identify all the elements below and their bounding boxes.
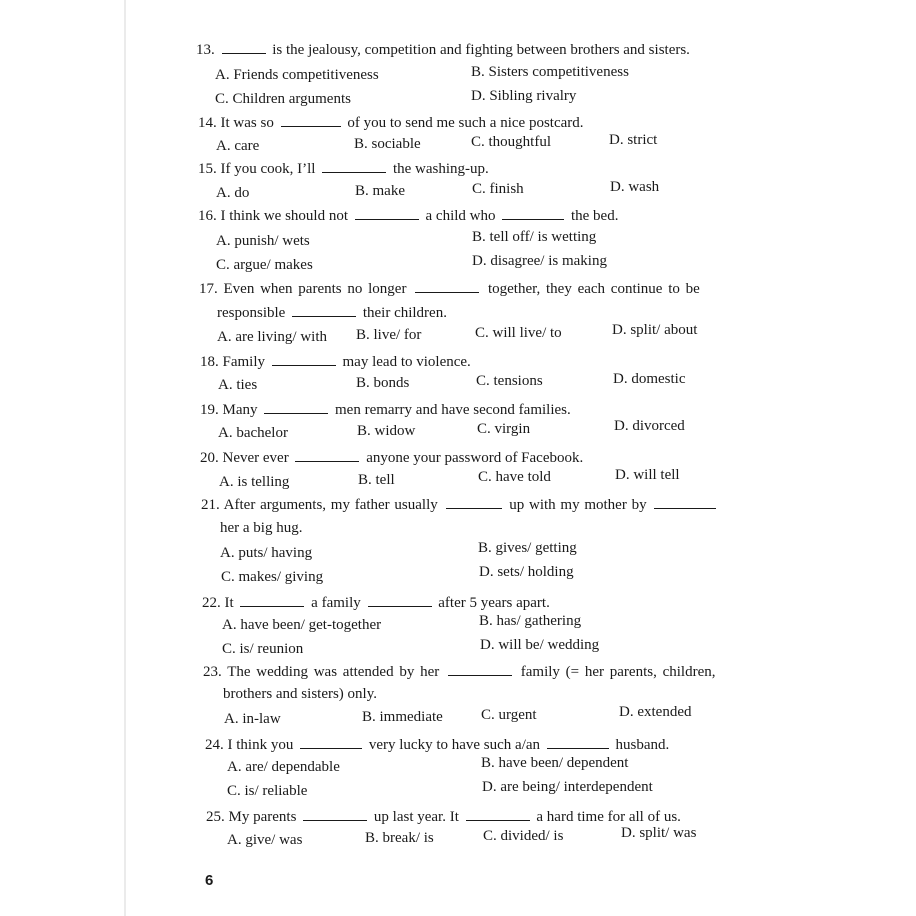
option-d[interactable]: D. wash — [610, 179, 660, 195]
option-b[interactable]: B. has/ gathering — [479, 613, 582, 629]
question-stem: 20. Never ever anyone your password of Facebook. — [200, 450, 584, 466]
page-edge-shadow — [124, 0, 126, 916]
question-stem: 22. It a family after 5 years apart. — [202, 595, 550, 611]
option-a[interactable]: A. are/ dependable — [227, 759, 340, 775]
option-b[interactable]: B. bonds — [356, 375, 410, 391]
option-c[interactable]: C. is/ reliable — [227, 783, 308, 799]
answer-blank[interactable] — [446, 495, 502, 509]
answer-blank[interactable] — [292, 303, 356, 317]
option-a[interactable]: A. ties — [218, 377, 258, 393]
option-b[interactable]: B. break/ is — [365, 830, 434, 846]
question-stem-continued: brothers and sisters) only. — [223, 686, 377, 702]
answer-blank[interactable] — [547, 735, 609, 749]
option-c[interactable]: C. virgin — [477, 421, 531, 437]
option-a[interactable]: A. bachelor — [218, 425, 288, 441]
option-c[interactable]: C. tensions — [476, 373, 543, 389]
option-a[interactable]: A. in-law — [224, 711, 281, 727]
question-stem-continued: her a big hug. — [220, 520, 303, 536]
question-stem: 21. After arguments, my father usually up with my mother by — [201, 495, 719, 514]
question-stem-continued: responsible their children. — [217, 305, 447, 321]
option-a[interactable]: A. is telling — [219, 474, 290, 490]
option-c[interactable]: C. have told — [478, 469, 551, 485]
option-d[interactable]: D. will be/ wedding — [480, 637, 600, 653]
option-b[interactable]: B. immediate — [362, 709, 443, 725]
answer-blank[interactable] — [272, 352, 336, 366]
answer-blank[interactable] — [303, 807, 367, 821]
answer-blank[interactable] — [448, 662, 512, 676]
question-stem: 25. My parents up last year. It a hard time for all of us. — [206, 809, 681, 825]
question-stem: 13. is the jealousy, competition and fighting between brothers and sisters. — [196, 42, 690, 58]
option-a[interactable]: A. are living/ with — [217, 329, 327, 345]
question-stem: 23. The wedding was attended by her family (= her parents, children, — [203, 664, 716, 680]
answer-blank[interactable] — [415, 279, 479, 293]
option-b[interactable]: B. make — [355, 183, 405, 199]
option-d[interactable]: D. extended — [619, 704, 692, 720]
answer-blank[interactable] — [355, 206, 419, 220]
question-stem: 19. Many men remarry and have second families. — [200, 402, 571, 418]
option-a[interactable]: A. have been/ get-together — [222, 617, 382, 633]
option-b[interactable]: B. tell off/ is wetting — [472, 229, 597, 245]
option-d[interactable]: D. divorced — [614, 418, 685, 434]
option-a[interactable]: A. puts/ having — [220, 545, 313, 561]
answer-blank[interactable] — [368, 593, 432, 607]
option-d[interactable]: D. split/ was — [621, 825, 697, 841]
option-b[interactable]: B. tell — [358, 472, 395, 488]
option-d[interactable]: D. Sibling rivalry — [471, 88, 577, 104]
option-d[interactable]: D. domestic — [613, 371, 686, 387]
option-b[interactable]: B. gives/ getting — [478, 540, 577, 556]
option-b[interactable]: B. sociable — [354, 136, 421, 152]
option-c[interactable]: C. finish — [472, 181, 524, 197]
answer-blank[interactable] — [281, 113, 341, 127]
page-number: 6 — [205, 872, 214, 889]
question-stem: 24. I think you very lucky to have such a/an husband. — [205, 737, 670, 753]
option-b[interactable]: B. Sisters competitiveness — [471, 64, 629, 80]
option-c[interactable]: C. Children arguments — [215, 91, 351, 107]
option-a[interactable]: A. care — [216, 138, 260, 154]
question-stem: 17. Even when parents no longer together, they each continue to be — [199, 281, 700, 297]
option-a[interactable]: A. give/ was — [227, 832, 303, 848]
option-a[interactable]: A. do — [216, 185, 250, 201]
option-c[interactable]: C. urgent — [481, 707, 537, 723]
option-b[interactable]: B. live/ for — [356, 327, 422, 343]
answer-blank[interactable] — [295, 448, 359, 462]
option-c[interactable]: C. argue/ makes — [216, 257, 313, 273]
option-c[interactable]: C. is/ reunion — [222, 641, 304, 657]
answer-blank[interactable] — [264, 400, 328, 414]
answer-blank[interactable] — [466, 807, 530, 821]
answer-blank[interactable] — [502, 206, 564, 220]
option-c[interactable]: C. will live/ to — [475, 325, 562, 341]
question-stem: 18. Family may lead to violence. — [200, 354, 471, 370]
answer-blank[interactable] — [322, 159, 386, 173]
answer-blank[interactable] — [300, 735, 362, 749]
option-d[interactable]: D. sets/ holding — [479, 564, 574, 580]
option-b[interactable]: B. widow — [357, 423, 416, 439]
question-stem: 14. It was so of you to send me such a nice postcard. — [198, 115, 584, 131]
answer-blank[interactable] — [240, 593, 304, 607]
option-d[interactable]: D. are being/ interdependent — [482, 779, 653, 795]
option-a[interactable]: A. punish/ wets — [216, 233, 310, 249]
option-c[interactable]: C. makes/ giving — [221, 569, 324, 585]
option-c[interactable]: C. thoughtful — [471, 134, 552, 150]
option-a[interactable]: A. Friends competitiveness — [215, 67, 379, 83]
option-d[interactable]: D. strict — [609, 132, 658, 148]
option-d[interactable]: D. will tell — [615, 467, 680, 483]
option-d[interactable]: D. split/ about — [612, 322, 698, 338]
option-d[interactable]: D. disagree/ is making — [472, 253, 607, 269]
question-stem: 16. I think we should not a child who the bed. — [198, 208, 619, 224]
option-b[interactable]: B. have been/ dependent — [481, 755, 629, 771]
answer-blank[interactable] — [222, 40, 266, 54]
question-stem: 15. If you cook, I’ll the washing-up. — [198, 161, 489, 177]
option-c[interactable]: C. divided/ is — [483, 828, 564, 844]
answer-blank[interactable] — [654, 495, 716, 509]
